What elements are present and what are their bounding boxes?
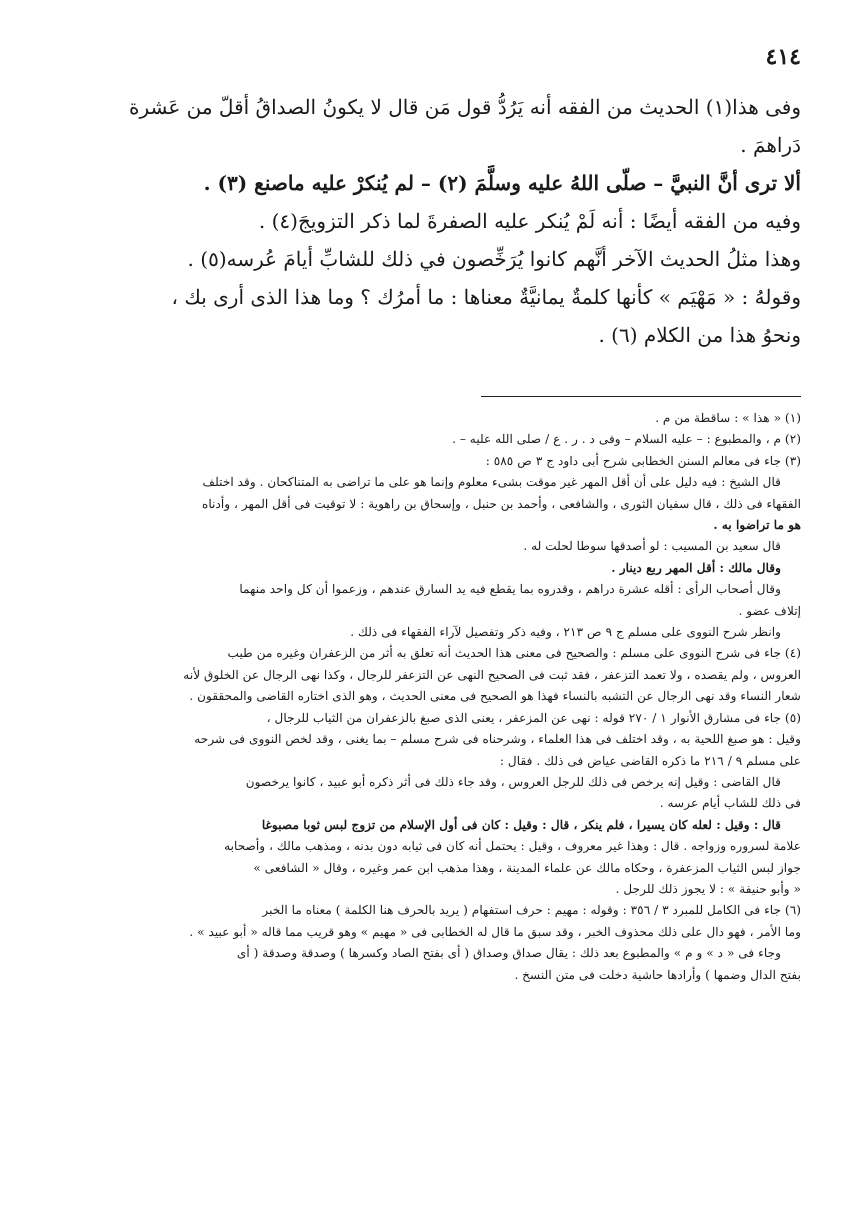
body-line: ألا ترى أنَّ النبيَّ – صلّى اللهُ عليه وسلَّمَ (٢) – لم يُنكرْ عليه ماصنع (٣) . bbox=[203, 171, 801, 195]
footnote-line: بفتح الدال وضمها ) وأرادها حاشية دخلت فى متن النسخ . bbox=[514, 967, 801, 982]
footnote-line: العروس ، ولم يقصده ، ولا تعمد التزعفر ، فقد ثبت فى الصحيح النهى عن التزعفر للرجال ، وكذا نهى الرجال عن الخلوق لأنه bbox=[183, 667, 801, 682]
body-line: ونحوُ هذا من الكلام (٦) . bbox=[598, 323, 801, 347]
footnote-line: قال سعيد بن المسيب : لو أصدقها سوطا لحلت له . bbox=[523, 539, 781, 554]
footnote-line: (٢) م ، والمطبوع : – عليه السلام – وفى د . ر . ع / صلى الله عليه – . bbox=[452, 432, 801, 447]
footnote-line: وجاء فى « د » و م » والمطبوع بعد ذلك : يقال صداق وصداق ( أى بفتح الصاد وكسرها ) وصدقة وصدقة ( أى bbox=[236, 946, 781, 961]
footnote-line: وقيل : هو صبغ اللحية به ، وقد اختلف فى هذا العلماء ، وشرحناه فى شرح مسلم – بما يغنى ، وقد لخص النووى فى شرحه bbox=[194, 732, 801, 747]
footnote-line: (٤) جاء فى شرح النووى على مسلم : والصحيح فى معنى هذا الحديث أنه تعلق به أثر من الزعفران وغيره من طيب bbox=[227, 646, 801, 661]
footnote-separator bbox=[481, 396, 801, 397]
footnote-line: « وأبو حنيفة » : لا يجوز ذلك للرجل . bbox=[615, 881, 801, 896]
footnote-line: وانظر شرح النووى على مسلم ج ٩ ص ٢١٣ ، وفيه ذكر وتفصيل لآراء الفقهاء فى ذلك . bbox=[350, 625, 781, 640]
footnote-line: (٣) جاء فى معالم السنن الخطابى شرح أبى داود ج ٣ ص ٥٨٥ : bbox=[485, 453, 801, 468]
body-line: وهذا مثلُ الحديث الآخر أنَّهم كانوا يُرَخِّصون في ذلك للشابِّ أيامَ عُرسه(٥) . bbox=[187, 247, 801, 271]
footnote-line: علامة لسروره وزواجه . قال : وهذا غير معروف ، وقيل : يحتمل أنه كان فى ثيابه دون بدنه ، ومذهب مالك ، وأصحابه bbox=[224, 839, 801, 854]
footnote-line: شعار النساء وقد نهى الرجال عن التشبه بالنساء فهذا هو الصحيح فى معنى الحديث ، وهو الذى اختاره القاضى والمحققون . bbox=[189, 689, 801, 704]
body-line: وفيه من الفقه أيضًا : أنه لَمْ يُنكر عليه الصفرةَ لما ذكر التزويجَ(٤) . bbox=[258, 209, 801, 233]
body-line: دَراهمَ . bbox=[740, 133, 801, 157]
footnote-line: (٦) جاء فى الكامل للمبرد ٣ / ٣٥٦ : وقوله : مهيم : حرف استفهام ( يريد بالحرف هنا الكلمة ) معناه ما الخبر bbox=[262, 903, 801, 918]
footnote-line: قال القاضى : وقيل إنه يرخص فى ذلك للرجل العروس ، وقد جاء ذلك فى أثر ذكره أبو عبيد ، كانوا يرخصون bbox=[245, 774, 781, 789]
footnote-line: هو ما تراضوا به . bbox=[713, 518, 801, 533]
footnote-line: الفقهاء فى ذلك ، قال سفيان الثورى ، والشافعى ، وأحمد بن حنبل ، وإسحاق بن راهوية : لا توقيت فى أقل المهر ، وأدناه bbox=[201, 496, 801, 511]
footnote-line: وما الأمر ، فهو دال على ذلك محذوف الخبر ، وقد سبق ما قال له الخطابى فى « مهيم » وهو قريب مما قاله « أبو عبيد » . bbox=[189, 924, 801, 939]
footnote-line: على مسلم ٩ / ٢١٦ ما ذكره القاضى عياض فى ذلك . فقال : bbox=[499, 753, 801, 768]
main-text bbox=[70, 88, 801, 354]
footnotes bbox=[70, 408, 801, 986]
footnote-line: قال الشيخ : فيه دليل على أن أقل المهر غير موقت بشىء معلوم وإنما هو على ما تراضى به المتناكحان . وقد اختلف bbox=[202, 475, 781, 490]
footnote-line: (٥) جاء فى مشارق الأنوار ١ / ٢٧٠ قوله : نهى عن المزعفر ، يعنى الذى صبغ بالزعفران من الثياب للرجال ، bbox=[266, 710, 801, 725]
footnote-line: قال : وقيل : لعله كان يسيرا ، فلم ينكر ، قال : وقيل : كان فى أول الإسلام من تزوج لبس ثوبا مصبوغا bbox=[261, 817, 781, 832]
body-line: وقولهُ : « مَهْيَم » كأنها كلمةٌ يمانيَّةٌ معناها : ما أمرُك ؟ وما هذا الذى أرى بك ، bbox=[171, 285, 801, 309]
page-number: ٤١٤ bbox=[765, 44, 801, 70]
footnote-line: إتلاف عضو . bbox=[738, 603, 801, 618]
footnote-line: وقال أصحاب الرأى : أقله عشرة دراهم ، وقدروه بما يقطع فيه يد السارق عندهم ، وزعموا أن كل واحد منهما bbox=[239, 582, 781, 597]
footnote-line: وقال مالك : أقل المهر ربع دينار . bbox=[611, 560, 781, 575]
body-line: وفى هذا(١) الحديث من الفقه أنه يَرُدُّ قول مَن قال لا يكونُ الصداقُ أقلّ من عَشرة bbox=[128, 95, 801, 119]
footnote-line: (١) « هذا » : ساقطة من م . bbox=[655, 411, 801, 425]
footnote-line: فى ذلك للشاب أيام عرسه . bbox=[659, 796, 801, 811]
footnote-line: جواز لبس الثياب المزعفرة ، وحكاه مالك عن علماء المدينة ، وهذا مذهب ابن عمر وغيره ، وقال « الشافعى » bbox=[253, 860, 801, 875]
